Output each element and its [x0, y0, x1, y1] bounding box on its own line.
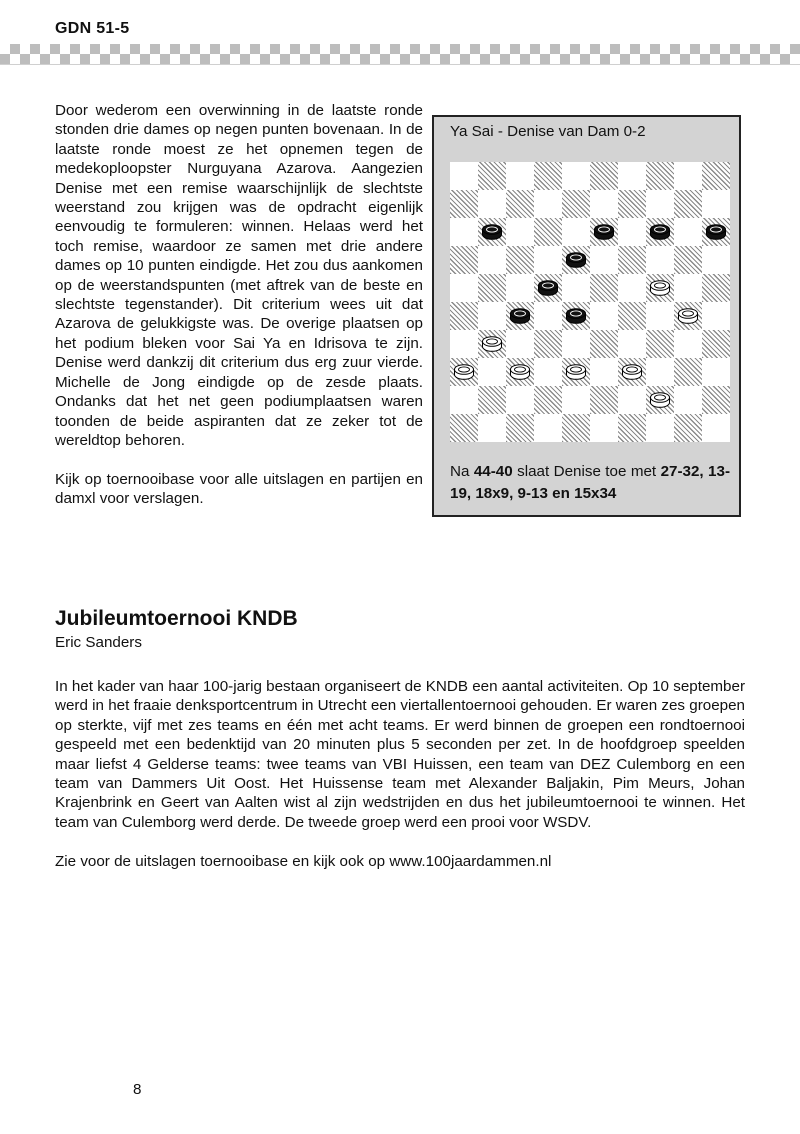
board-square: [450, 218, 478, 246]
board-square: [646, 358, 674, 386]
board-square: [674, 274, 702, 302]
board-square: [618, 246, 646, 274]
article-body: [55, 677, 745, 890]
black-piece: [565, 308, 587, 324]
board-square: [702, 414, 730, 442]
white-piece: [649, 392, 671, 408]
board-square: [674, 414, 702, 442]
board-square: [618, 330, 646, 358]
black-piece: [705, 224, 727, 240]
board-square: [618, 302, 646, 330]
board-square: [534, 386, 562, 414]
white-piece: [481, 336, 503, 352]
board-square: [590, 218, 618, 246]
board-square: [646, 190, 674, 218]
white-piece: [565, 364, 587, 380]
board-square: [702, 358, 730, 386]
paragraph: Zie voor de uitslagen toernooibase en kijk ook op www.100jaardammen.nl: [55, 852, 552, 870]
board-square: [534, 162, 562, 190]
board-square: [702, 218, 730, 246]
board-square: [618, 386, 646, 414]
note-sequence: 27-32, 13-19, 18x9, 9-13 en 15x34: [450, 463, 731, 502]
note-prefix: Na: [450, 463, 474, 480]
board-square: [618, 414, 646, 442]
board-square: [702, 274, 730, 302]
black-piece: [565, 252, 587, 268]
board-square: [562, 302, 590, 330]
board-square: [590, 190, 618, 218]
black-piece: [649, 224, 671, 240]
board-square: [618, 274, 646, 302]
article-title: Jubileumtoernooi KNDB: [55, 607, 298, 630]
board-square: [478, 190, 506, 218]
board-square: [590, 330, 618, 358]
board-square: [534, 246, 562, 274]
board-square: [618, 358, 646, 386]
board-square: [562, 274, 590, 302]
board-square: [534, 190, 562, 218]
diagram-note: [450, 461, 730, 505]
board-square: [506, 246, 534, 274]
board-square: [590, 274, 618, 302]
board-square: [506, 274, 534, 302]
board-square: [450, 330, 478, 358]
board-square: [562, 358, 590, 386]
diagram-caption: Ya Sai - Denise van Dam 0-2: [450, 123, 646, 140]
white-piece: [649, 280, 671, 296]
draughts-board: [450, 162, 730, 442]
board-square: [674, 246, 702, 274]
board-square: [506, 218, 534, 246]
checkered-header-band: [0, 44, 800, 64]
board-square: [534, 218, 562, 246]
board-square: [450, 358, 478, 386]
board-square: [450, 414, 478, 442]
paragraph: Door wederom een overwinning in de laatste ronde stonden drie dames op negen punten bovenaan. In de laatste ronde moest ze het opnemen tegen de medekoploopster Nurguyana Azarova. Aangezien Denise met een remise waarschijnlijk de slechtste weerstand zou krijgen was de opdracht eigenlijk eenvoudig te formuleren: winnen. Helaas werd het toch remise, waardoor ze samen met drie andere dames op 10 punten eindigde. Het zou dus aankomen op de weerstandspunten (met aftrek van de beste en slechtste tegenstander). Dit criterium wees uit dat Azarova de gelukkigste was. De overige plaatsen op het podium bleken voor Sai Ya en Idrisova te zijn. Denise werd dankzij dit criterium dus erg zuur vierde. Michelle de Jong eindigde op de zesde plaats. Ondanks dat het net geen podiumplaatsen waren toonden de beide aspiranten dat ze zeker tot de wereldtop behoren.: [55, 102, 423, 449]
board-square: [450, 190, 478, 218]
board-square: [562, 190, 590, 218]
board-square: [646, 386, 674, 414]
board-square: [506, 330, 534, 358]
board-square: [478, 302, 506, 330]
board-square: [646, 246, 674, 274]
board-square: [618, 162, 646, 190]
page-number: 8: [133, 1081, 142, 1098]
board-square: [562, 162, 590, 190]
left-column-text: [55, 101, 423, 528]
paragraph: In het kader van haar 100-jarig bestaan organiseert de KNDB een aantal activiteiten. Op 10 september werd in het fraaie denksportcentrum in Utrecht een viertallentoernooi gehouden. Er waren zes groepen op sterkte, vijf met zes teams en één met acht teams. Er werd binnen de groepen een rondtoernooi gespeeld met een bedenktijd van 20 minuten plus 5 seconden per zet. In de hoofdgroep speelden maar liefst 4 Gelderse teams: twee teams van VBI Huissen, een team van DEZ Culemborg en een team van Dammers Uit Oost. Het Huissense team met Alexander Baljakin, Pim Meurs, Johan Krajenbrink en Geert van Aalten wist al zijn wedstrijden en dus het jubileumtoernooi te winnen. Het team van Culemborg werd derde. De tweede groep werd een prooi voor WSDV.: [55, 678, 745, 831]
board-square: [702, 246, 730, 274]
board-square: [646, 274, 674, 302]
board-square: [562, 330, 590, 358]
board-square: [534, 330, 562, 358]
board-square: [478, 386, 506, 414]
board-square: [674, 358, 702, 386]
board-square: [506, 162, 534, 190]
board-square: [590, 246, 618, 274]
note-middle: slaat Denise toe met: [512, 463, 661, 480]
board-square: [618, 218, 646, 246]
board-square: [534, 302, 562, 330]
board-square: [646, 330, 674, 358]
board-square: [590, 162, 618, 190]
board-square: [506, 302, 534, 330]
board-square: [450, 246, 478, 274]
black-piece: [593, 224, 615, 240]
board-square: [506, 358, 534, 386]
board-square: [478, 330, 506, 358]
board-square: [590, 302, 618, 330]
board-square: [646, 414, 674, 442]
board-square: [450, 162, 478, 190]
board-square: [478, 246, 506, 274]
board-square: [674, 386, 702, 414]
paragraph: Kijk op toernooibase voor alle uitslagen en partijen en damxl voor verslagen.: [55, 470, 423, 508]
board-square: [674, 330, 702, 358]
board-square: [562, 218, 590, 246]
board-square: [646, 162, 674, 190]
black-piece: [537, 280, 559, 296]
board-square: [534, 414, 562, 442]
draughts-diagram: [432, 115, 741, 517]
board-square: [506, 190, 534, 218]
board-square: [702, 190, 730, 218]
board-square: [646, 218, 674, 246]
board-square: [534, 358, 562, 386]
board-square: [590, 414, 618, 442]
board-square: [590, 386, 618, 414]
board-square: [702, 302, 730, 330]
board-square: [506, 414, 534, 442]
running-header: GDN 51-5: [55, 20, 130, 37]
board-square: [674, 190, 702, 218]
board-square: [590, 358, 618, 386]
black-piece: [509, 308, 531, 324]
board-square: [702, 386, 730, 414]
board-square: [534, 274, 562, 302]
note-move: 44-40: [473, 463, 513, 480]
board-square: [478, 358, 506, 386]
board-square: [618, 190, 646, 218]
board-square: [702, 330, 730, 358]
board-square: [562, 246, 590, 274]
white-piece: [453, 364, 475, 380]
board-square: [450, 302, 478, 330]
black-piece: [481, 224, 503, 240]
board-square: [478, 218, 506, 246]
board-square: [702, 162, 730, 190]
board-square: [478, 274, 506, 302]
white-piece: [677, 308, 699, 324]
board-square: [478, 414, 506, 442]
board-square: [506, 386, 534, 414]
white-piece: [509, 364, 531, 380]
article-author: Eric Sanders: [55, 634, 142, 651]
white-piece: [621, 364, 643, 380]
board-square: [674, 162, 702, 190]
board-square: [562, 414, 590, 442]
board-square: [674, 302, 702, 330]
board-square: [450, 386, 478, 414]
board-square: [478, 162, 506, 190]
board-square: [646, 302, 674, 330]
board-square: [674, 218, 702, 246]
board-square: [450, 274, 478, 302]
board-square: [562, 386, 590, 414]
